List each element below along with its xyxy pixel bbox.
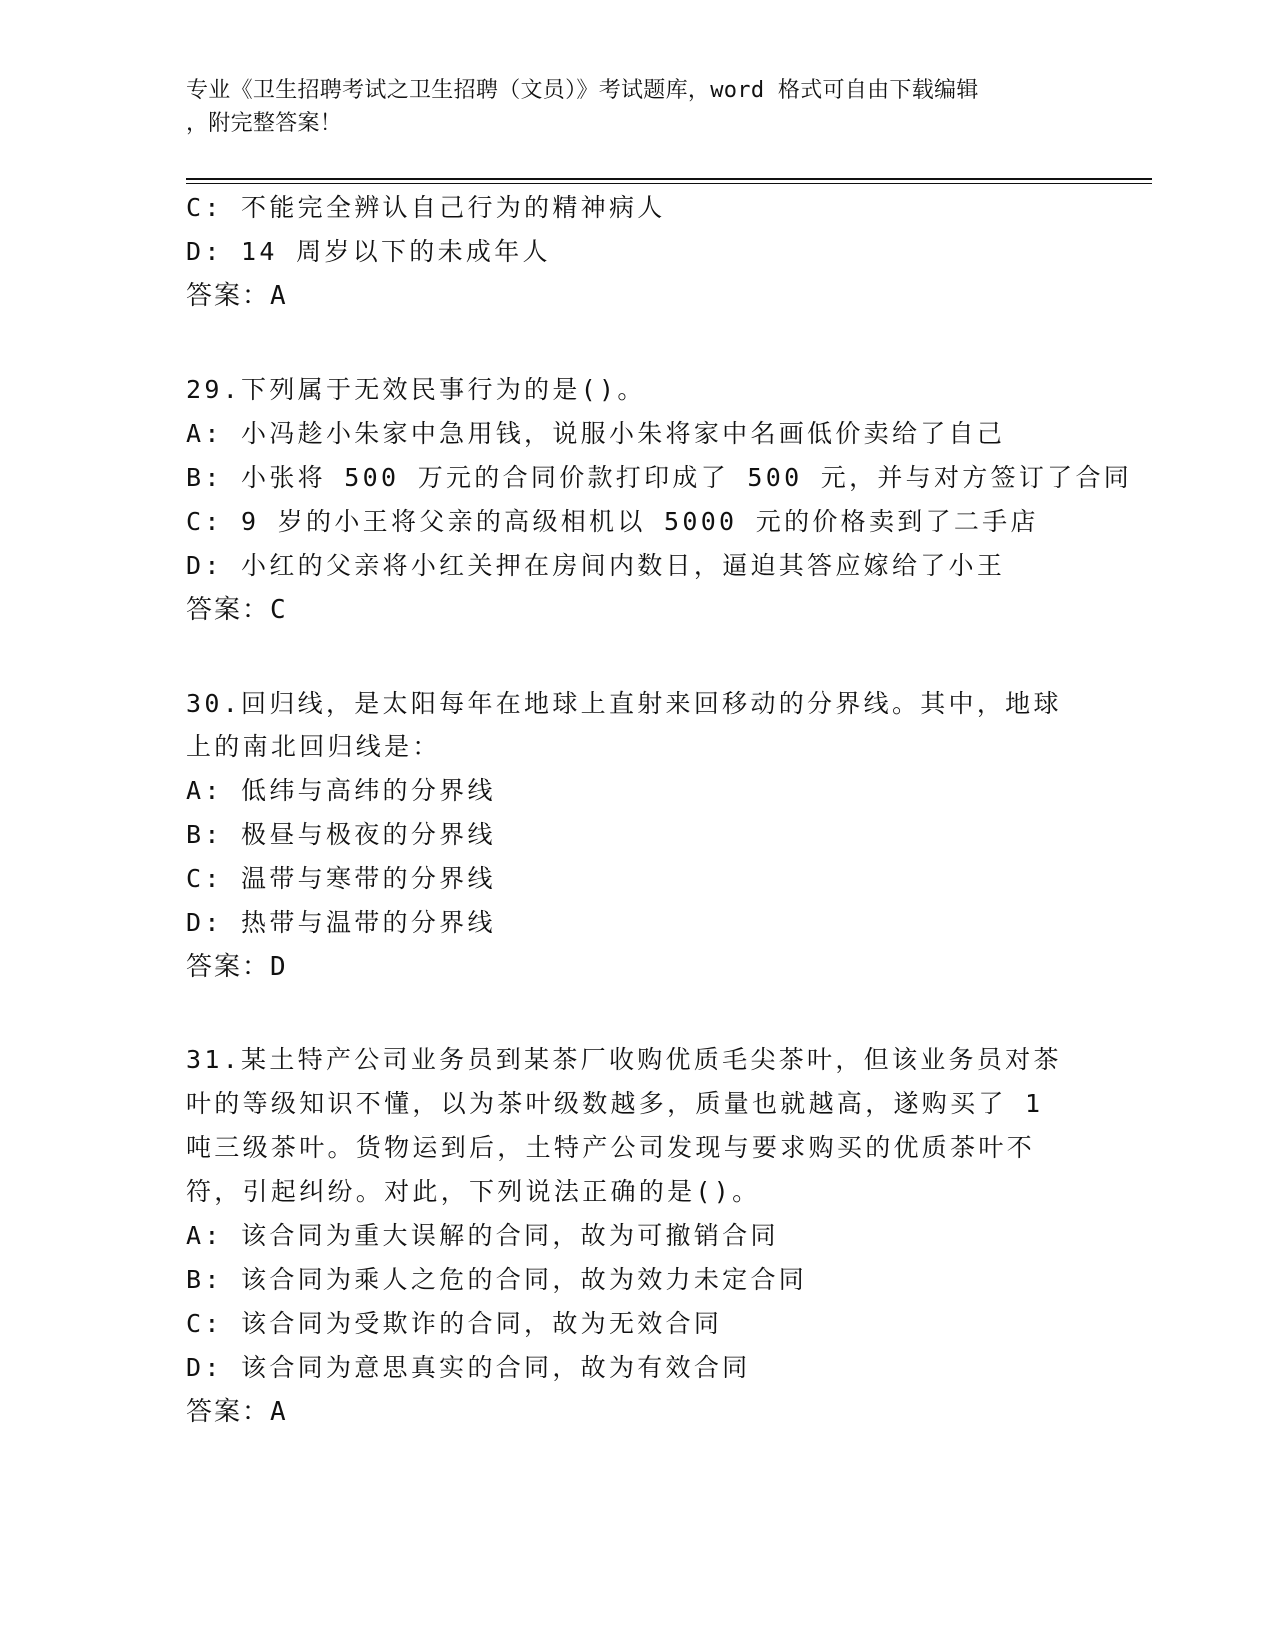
header-divider-thin: [186, 183, 1152, 184]
header-divider-thick: [186, 178, 1152, 180]
q29-option-a: A: 小冯趁小朱家中急用钱，说服小朱将家中名画低价卖给了自己: [186, 419, 1006, 448]
q30-stem-line-1: 30.回归线，是太阳每年在地球上直射来回移动的分界线。其中，地球: [186, 689, 1062, 718]
q29-option-b: B: 小张将 500 万元的合同价款打印成了 500 元，并与对方签订了合同: [186, 463, 1133, 492]
q30-option-a: A: 低纬与高纬的分界线: [186, 776, 496, 805]
q31-option-c: C: 该合同为受欺诈的合同，故为无效合同: [186, 1309, 723, 1338]
q29-answer: 答案：C: [186, 595, 288, 625]
q29-stem-line-1: 29.下列属于无效民事行为的是()。: [186, 375, 646, 404]
q30-stem-line-2: 上的南北回归线是：: [186, 732, 441, 761]
q31-stem-line-3: 吨三级茶叶。货物运到后，土特产公司发现与要求购买的优质茶叶不: [186, 1133, 1036, 1162]
prev-option-c: C: 不能完全辨认自己行为的精神病人: [186, 193, 666, 222]
q30-option-c: C: 温带与寒带的分界线: [186, 864, 496, 893]
q30-answer: 答案：D: [186, 952, 288, 982]
header-line-2: ，附完整答案！: [186, 111, 343, 136]
q31-stem-line-2: 叶的等级知识不懂，以为茶叶级数越多，质量也就越高，遂购买了 1: [186, 1089, 1044, 1118]
q31-answer: 答案：A: [186, 1397, 288, 1427]
q31-option-b: B: 该合同为乘人之危的合同，故为效力未定合同: [186, 1265, 808, 1294]
q31-stem-line-1: 31.某土特产公司业务员到某茶厂收购优质毛尖茶叶，但该业务员对茶: [186, 1045, 1062, 1074]
prev-answer: 答案：A: [186, 281, 288, 311]
q30-option-d: D: 热带与温带的分界线: [186, 908, 496, 937]
header-line-1: 专业《卫生招聘考试之卫生招聘（文员）》考试题库，word 格式可自由下载编辑: [186, 78, 979, 103]
q30-option-b: B: 极昼与极夜的分界线: [186, 820, 496, 849]
q29-option-d: D: 小红的父亲将小红关押在房间内数日，逼迫其答应嫁给了小王: [186, 551, 1006, 580]
prev-option-d: D: 14 周岁以下的未成年人: [186, 237, 551, 266]
document-header: [186, 74, 1086, 140]
q31-option-a: A: 该合同为重大误解的合同，故为可撤销合同: [186, 1221, 779, 1250]
q29-option-c: C: 9 岁的小王将父亲的高级相机以 5000 元的价格卖到了二手店: [186, 507, 1039, 536]
q31-stem-line-4: 符，引起纠纷。对此，下列说法正确的是()。: [186, 1177, 761, 1206]
q31-option-d: D: 该合同为意思真实的合同，故为有效合同: [186, 1353, 751, 1382]
